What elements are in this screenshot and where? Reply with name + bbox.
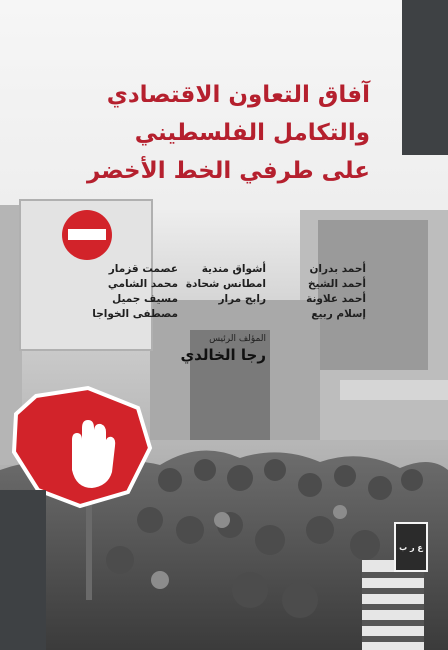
author-name: محمد الشامي [107,278,178,290]
publisher-logo [394,522,428,572]
author-name: رابح مرار [218,293,266,305]
author-name: أحمد بدران [309,263,366,275]
book-title [50,76,370,190]
author-name: امطانس شحادة [185,278,266,290]
striped-shirt [362,560,424,650]
title-line-1: آفاق التعاون الاقتصادي [106,82,370,108]
author-name: مسيف جميل [112,293,178,305]
author-name: عصمت قزمار [108,263,178,275]
authors-column-right [306,262,366,322]
lead-author [180,334,266,364]
authors-column-left [92,262,178,322]
authors-column-middle [186,262,266,307]
author-name: أشواق مندية [201,263,266,275]
no-entry-sign [62,210,112,260]
author-name: مصطفى الخواجا [92,308,178,320]
publisher-logo-text: ع ر ب [399,542,423,552]
lead-author-label: المؤلف الرئيس [209,334,266,344]
author-name: أحمد الشيخ [307,278,366,290]
title-line-2: والتكامل الفلسطيني [134,120,370,146]
author-name: إسلام ربيع [311,308,366,320]
author-name: أحمد علاونة [306,293,366,305]
bottom-left-accent-bar [0,490,46,650]
lead-author-name: رجا الخالدي [180,346,266,364]
top-right-accent-bar [402,0,448,155]
title-line-3: على طرفي الخط الأخضر [87,158,370,184]
